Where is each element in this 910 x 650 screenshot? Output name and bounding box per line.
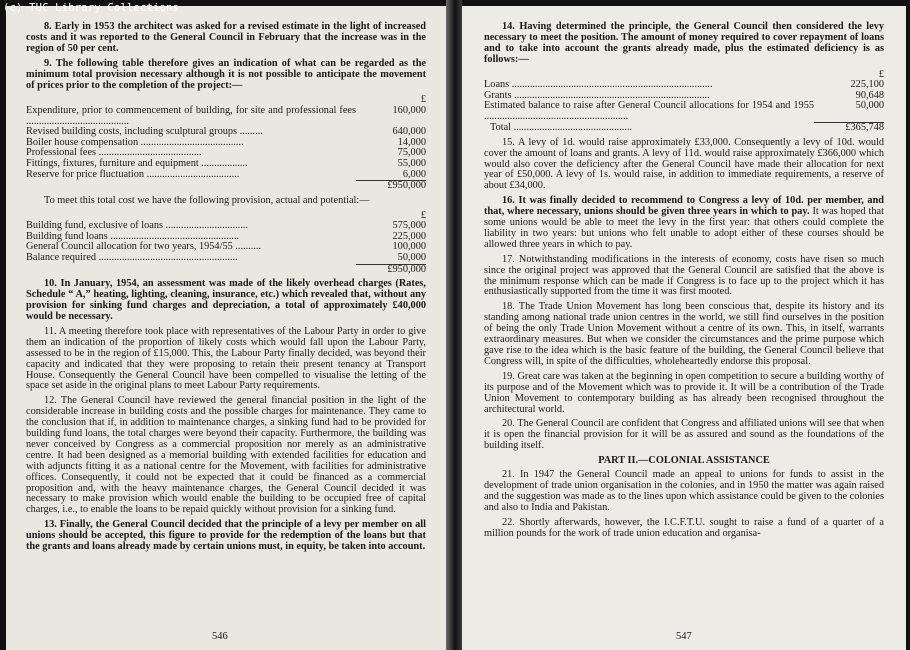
provision-table [26, 211, 426, 276]
paragraph-19: 19. Great care was taken at the beginning in open competition to secure a building worthy of its purpose and of the Movement which was to provide it. It will be a contribution of the Trade Union Movement to contemporary building as has already been recognised throughout the architectural world. [484, 370, 884, 415]
table-row-value: 90,648 [855, 89, 884, 101]
table-row-value: 640,000 [392, 126, 426, 138]
left-page [6, 6, 446, 650]
table-row-value: 225,100 [850, 79, 884, 91]
paragraph-20: 20. The General Council are confident that Congress and affiliated unions will see that when it is open the financial provision for it will be as assured and sound as the foundations of the building itself. [484, 418, 884, 452]
right-page [462, 6, 906, 650]
table-total: £950,000 [356, 264, 426, 275]
table-row-label: Professional fees ........................................ [26, 147, 202, 159]
table-row-value: 6,000 [402, 168, 426, 180]
page-number-left: 546 [212, 631, 228, 642]
left-page-text [26, 22, 426, 557]
paragraph-21: 21. In 1947 the General Council made an appeal to unions for funds to assist in the development of trade union organisation in the colonies, and in 1950 the matter was again raised and the suggestion was made as to the lines upon which assistance could be given to the colonies and also to India and Pakistan. [484, 469, 884, 513]
table-row-label: Boiler house compensation ........................................ [26, 136, 244, 148]
table-total: £365,748 [814, 123, 884, 134]
paragraph-8: 8. Early in 1953 the architect was asked for a revised estimate in the light of increased costs and it was reported to the General Council in February that the increase was in the region of 50 per cent. [26, 21, 426, 54]
section-heading: PART II.—COLONIAL ASSISTANCE [598, 455, 770, 467]
table-row-value: 160,000 [392, 105, 426, 117]
currency-header: £ [878, 68, 884, 80]
table-row-value: 14,000 [397, 136, 426, 148]
table-row-value: 50,000 [397, 252, 426, 264]
table-total: £950,000 [356, 181, 426, 192]
paragraph-22: 22. Shortly afterwards, however, the I.C.F.T.U. sought to raise a fund of a quarter of a million pounds for the work of trade union education and organisa- [484, 516, 884, 539]
paragraph-14: 14. Having determined the principle, the General Council then considered the levy necessary to meet the position. The amount of money required to cover repayment of loans and to take into account the grants already made, plus the estimated deficiency is as follows:— [484, 21, 884, 65]
currency-header: £ [420, 209, 426, 221]
table-row-label: Revised building costs, including sculptural groups ......... [26, 126, 263, 138]
paragraph-16-bold: 16. It was finally decided to recommend to Congress a levy of 10d. per member, and that, where necessary, unions should be given three years in which to pay. [484, 195, 884, 218]
table-row-label: Fittings, fixtures, furniture and equipment .................. [26, 158, 248, 169]
paragraph-17: 17. Notwithstanding modifications in the interests of economy, costs have risen so much since the original project was approved that the General Council are satisfied that the above is the minimum response which can be made if Congress is to face up to the project which it has enthusiastically supported from the time it was first mooted. [484, 253, 884, 298]
levy-table [484, 70, 884, 134]
paragraph-15: 15. A levy of 1d. would raise approximately £33,000. Consequently a levy of 10d. would cover the amount of loans and grants. A levy of 11d. would raise approximately £366,000 which would also cover the deficiency after the General Council have made their allocation for next year of £50,000. A levy of 1s. would raise, in addition to immediate requirements, a reserve of about £34,000. [484, 136, 884, 192]
table-row-value: 55,000 [397, 158, 426, 169]
table-row-value: 75,000 [397, 147, 426, 159]
table-row-label: Estimated balance to raise after General Council allocations for 1954 and 1955 ........................................................ [484, 100, 814, 122]
table-row-label: Loans .............................................................................. [484, 79, 713, 91]
total-label: Total .............................................. [490, 121, 632, 133]
table-row-label: Building fund loans .................................................. [26, 230, 240, 242]
copyright-watermark: (c) TUC Library Collections [3, 2, 180, 14]
table-row-value: 225,000 [392, 230, 426, 242]
paragraph-13: 13. Finally, the General Council decided that the principle of a levy per member on all unions should be accepted, this figure to provide for the redemption of the loans but that the grants and loans already made by certain unions must, in equity, be taken into account. [26, 519, 426, 553]
table-row-label: General Council allocation for two years, 1954/55 .......... [26, 241, 262, 253]
book-gutter [446, 0, 462, 650]
table-row-label: Reserve for price fluctuation .................................... [26, 168, 240, 180]
paragraph-16-rest: It was hoped that some unions would be able to meet the levy in the first year: that others could complete the liability in two years: but unions who felt unable to adopt either of these courses should be allowed three years in which to pay. [484, 206, 884, 250]
table-row-label: Grants ............................................................................ [484, 89, 710, 101]
table-row-label: Building fund, exclusive of loans ................................ [26, 220, 248, 232]
table-row-value: 100,000 [392, 241, 426, 253]
table-row-value: 575,000 [392, 220, 426, 232]
paragraph-12: 12. The General Council have reviewed the general financial position in the light of the considerable increase in building costs and the possible charges for maintenance. They came to the conclusion that if, in addition to maintenance charges, a sinking fund had to be provided for building fund loans, the total charges were beyond their capacity. Furthermore, the building was never conceived by Congress as a commercial proposition nor merely as an administrative centre. It had been designed as a memorial building with extended facilities for education and with adjuncts fitting it as a national centre for the Movement, with facilities for administrative offices. Consequently, it could not be expected that it could be financed as a commercial proposition and, with the heavy maintenance charges, the General Council decided it was necessary to make provision which would enable the building to be occupied free of capital charges, i.e., to enable the loans to be repaid quickly without provision for a sinking fund. [26, 395, 426, 516]
table-row-label: Expenditure, prior to commencement of building, for site and professional fees ........................................ [26, 105, 356, 127]
table-row-label: Balance required ...................................................... [26, 252, 238, 264]
paragraph-18: 18. The Trade Union Movement has long been conscious that, despite its history and its standing among national trade union centres in the world, we still find ourselves in the position of being the only Trade Union Movement without a centre of its own. This, in itself, warrants extraordinary measures. But when we consider the circumstances and the prime purpose which gave rise to the idea which is the basic feature of the building, the General Council believe that Congress will, in spite of the difficulties, wholeheartedly endorse this proposal. [484, 301, 884, 367]
paragraph-16 [484, 196, 884, 251]
currency-header: £ [420, 94, 426, 106]
paragraph-10: 10. In January, 1954, an assessment was made of the likely overhead charges (Rates, Schedule “ A,” heating, lighting, cleaning, insurance, etc.) which revealed that, without any provision for sinking fund charges and depreciation, a total of approximately £40,000 would be necessary. [26, 278, 426, 322]
table-row-value: 50,000 [855, 100, 884, 112]
cost-table [26, 95, 426, 191]
right-page-text [484, 22, 884, 544]
paragraph-11: 11. A meeting therefore took place with representatives of the Labour Party in order to give them an indication of the proportion of likely costs which would fall upon the Labour Party, assessed to be in the region of £15,000. This, the Labour Party finally decided, was beyond their capacity and indicated that they were proposing to retain their present tenancy at Transport House. Consequently the General Council have been compelled to visualise the letting of the space set aside in the original plans to meet Labour Party requirements. [26, 325, 426, 392]
page-number-right: 547 [676, 631, 692, 642]
paragraph-9b: To meet this total cost we have the following provision, actual and potential:— [44, 194, 370, 206]
paragraph-9: 9. The following table therefore gives an indication of what can be regarded as the minimum total provision necessary although it is not possible to anticipate the movement of prices prior to the completion of the project:— [26, 57, 426, 91]
